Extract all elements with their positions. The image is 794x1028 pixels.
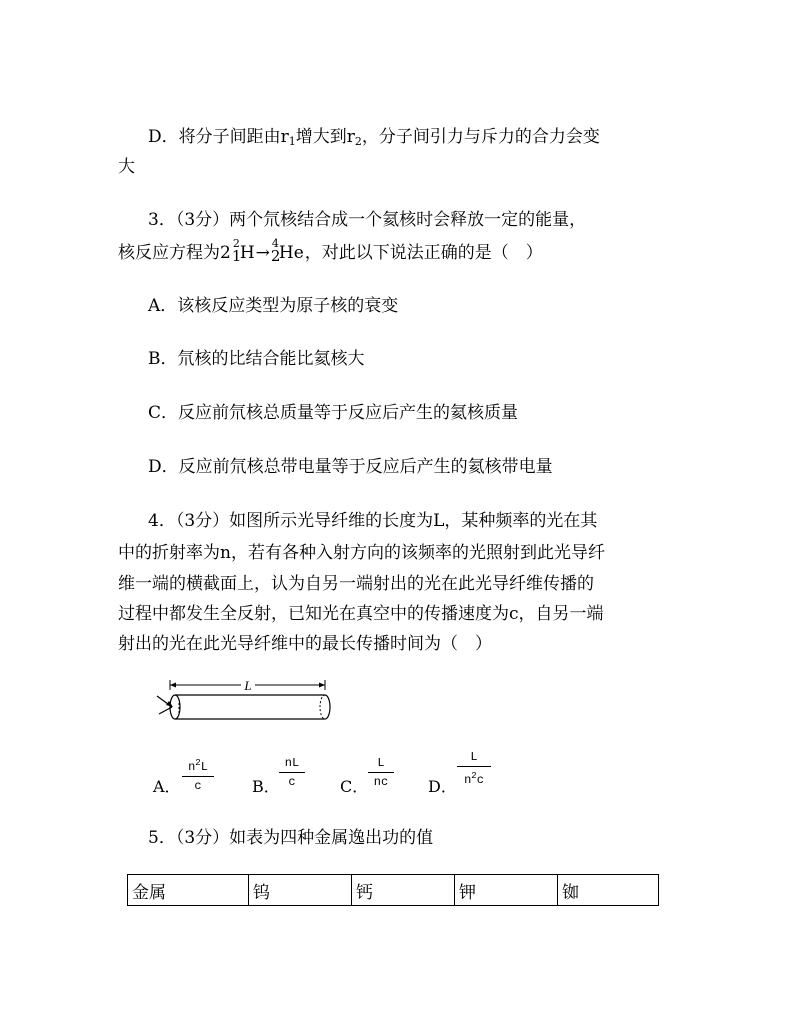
q4-option-c-fraction <box>368 756 394 789</box>
deuterium-mass-number: 2 <box>232 237 240 250</box>
numerator-exponent: 2 <box>195 758 201 768</box>
helium-mass-number: 4 <box>271 237 279 250</box>
nuclear-equation <box>220 237 305 265</box>
fraction-denominator: nc <box>373 775 389 789</box>
q3-option-c: C．反应前氘核总质量等于反应后产生的氦核质量 <box>148 403 519 423</box>
q5-stem: 5．（3分）如表为四种金属逸出功的值 <box>148 828 434 848</box>
table-header-row <box>128 875 659 906</box>
helium-charge-number: 2 <box>270 247 281 265</box>
q3-stem-text-a: 核反应方程为 <box>118 243 220 263</box>
fraction-numerator: nL <box>284 756 300 770</box>
table-cell: 铷 <box>558 875 659 906</box>
length-label: L <box>244 678 252 693</box>
fraction-numerator: n <box>188 760 196 774</box>
equation-coefficient: 2 <box>220 243 231 263</box>
table-cell: 钙 <box>352 875 455 906</box>
deuterium-nuclide <box>231 237 255 265</box>
left-arrowhead <box>170 683 176 688</box>
q3-option-d: D．反应前氘核总带电量等于反应后产生的氦核带电量 <box>148 457 553 477</box>
q4-stem-line3: 维一端的横截面上，认为自另一端射出的光在此光导纤维传播的 <box>118 574 594 594</box>
deuterium-charge-number: 1 <box>231 247 242 265</box>
q4-stem-line5: 射出的光在此光导纤维中的最长传播时间为（ ） <box>118 634 492 654</box>
fraction-denominator: c <box>194 779 202 793</box>
optical-fiber-figure <box>145 676 345 726</box>
q4-option-a-fraction <box>182 756 214 793</box>
right-arrowhead <box>319 683 325 688</box>
reaction-arrow: → <box>255 243 270 263</box>
q3-option-b: B．氘核的比结合能比氦核大 <box>148 349 365 369</box>
q2-option-d-text-b: 增大到r <box>295 127 355 147</box>
q4-option-b-fraction <box>279 756 305 789</box>
fiber-exit-face <box>320 695 325 719</box>
q4-option-d-fraction <box>457 750 491 787</box>
fiber-body <box>175 695 330 719</box>
table-cell: 钨 <box>249 875 352 906</box>
q2-option-d-line1 <box>148 125 600 154</box>
q2-option-d-text-c: ，分子间引力与斥力的合力会变 <box>361 127 600 147</box>
q4-option-a-label: A． <box>153 777 181 796</box>
fraction-numerator: L <box>377 756 385 770</box>
q4-stem-line1: 4．（3分）如图所示光导纤维的长度为L，某种频率的光在其 <box>148 511 598 531</box>
denominator-tail: c <box>476 773 484 787</box>
deuterium-symbol: H <box>239 243 255 263</box>
numerator-tail: L <box>200 760 208 774</box>
q4-option-c-label: C． <box>340 777 369 796</box>
helium-nuclide <box>270 237 304 265</box>
denominator-exponent: 2 <box>471 771 477 781</box>
r1-subscript: 1 <box>288 135 296 148</box>
q4-option-b-label: B． <box>252 777 280 796</box>
q3-stem-line1: 3．（3分）两个氘核结合成一个氦核时会释放一定的能量， <box>148 210 587 230</box>
q3-stem-text-b: ，对此以下说法正确的是（ ） <box>304 243 543 263</box>
fraction-denominator: c <box>288 775 296 789</box>
work-function-table <box>127 874 659 906</box>
table-cell: 钾 <box>455 875 558 906</box>
q3-stem-line2 <box>118 237 543 265</box>
q3-option-a: A．该核反应类型为原子核的衰变 <box>148 296 399 316</box>
q2-option-d-line2: 大 <box>118 157 135 177</box>
helium-symbol: He <box>278 243 304 263</box>
r2-subscript: 2 <box>354 135 362 148</box>
table-cell: 金属 <box>128 875 249 906</box>
q4-stem-line2: 中的折射率为n，若有各种入射方向的该频率的光照射到此光导纤 <box>118 543 605 563</box>
fraction-numerator: L <box>470 750 478 764</box>
q4-stem-line4: 过程中都发生全反射，已知光在真空中的传播速度为c，自另一端 <box>118 604 604 624</box>
q4-option-d-label: D． <box>428 777 457 796</box>
fraction-denominator: n <box>464 773 472 787</box>
q2-option-d-text-a: D．将分子间距由r <box>148 127 289 147</box>
